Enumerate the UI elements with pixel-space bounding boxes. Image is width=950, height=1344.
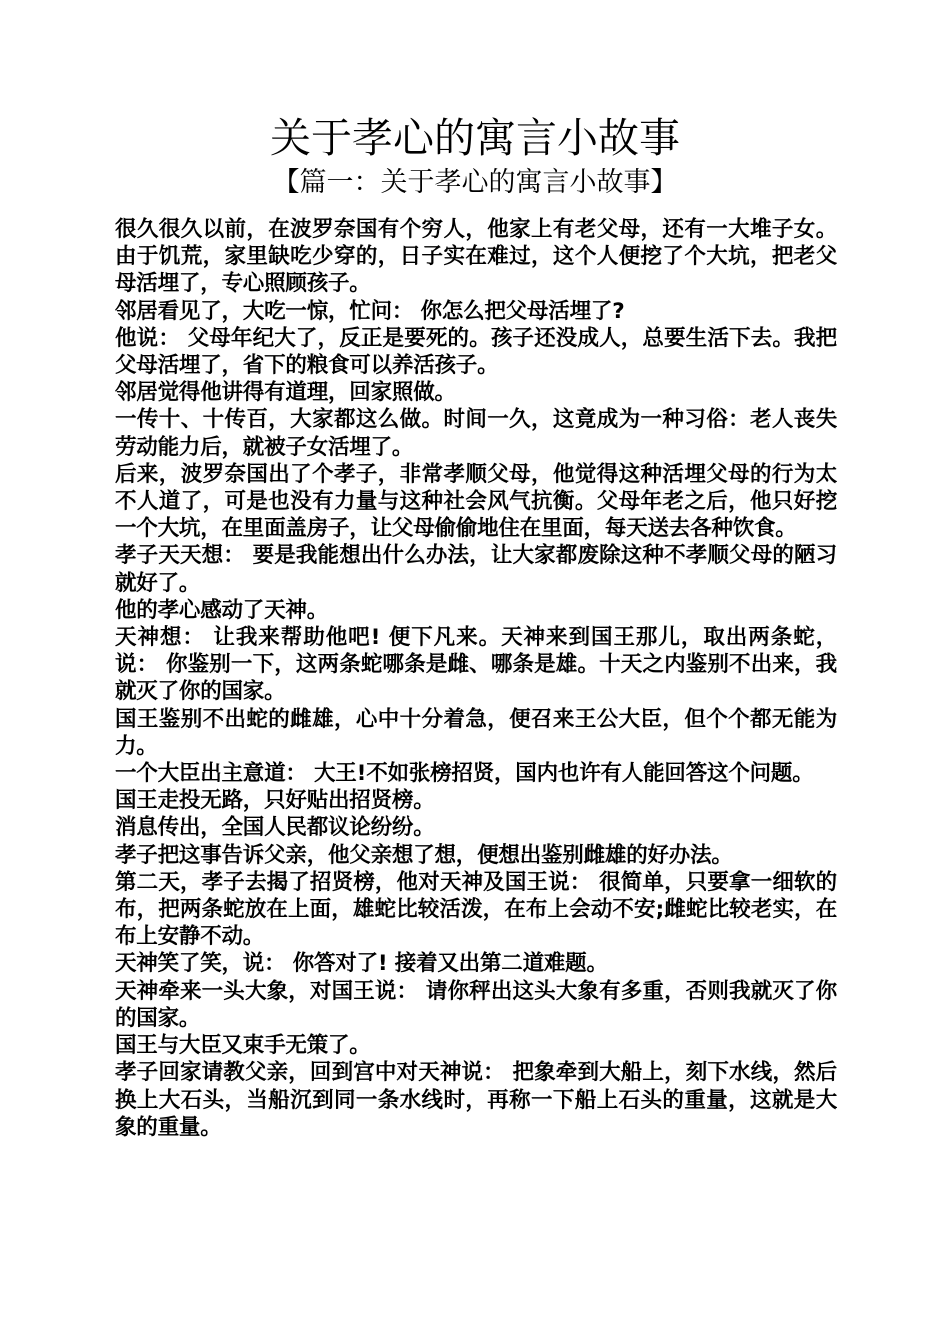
paragraph: 国王鉴别不出蛇的雌雄，心中十分着急，便召来王公大臣，但个个都无能为力。 <box>115 706 837 759</box>
paragraph: 第二天，孝子去揭了招贤榜，他对天神及国王说： 很简单，只要拿一细软的布，把两条蛇放在上面，雄蛇比较活泼，在布上会动不安;雌蛇比较老实，在布上安静不动。 <box>115 869 837 950</box>
document-title: 关于孝心的寓言小故事 <box>270 114 680 162</box>
paragraph: 孝子把这事告诉父亲，他父亲想了想，便想出鉴别雌雄的好办法。 <box>115 842 733 868</box>
paragraph: 后来，波罗奈国出了个孝子，非常孝顺父母，他觉得这种活埋父母的行为太不人道了，可是也没有力量与这种社会风气抗衡。父母年老之后，他只好挖一个大坑，在里面盖房子，让父母偷偷地住在里面，每天送去各种饮食。 <box>115 461 837 542</box>
paragraph: 天神笑了笑，说： 你答对了! 接着又出第二道难题。 <box>115 951 608 977</box>
paragraph: 国王与大臣又束手无策了。 <box>115 1033 371 1059</box>
paragraph: 他的孝心感动了天神。 <box>115 597 329 623</box>
paragraph: 一传十、十传百，大家都这么做。时间一久，这竟成为一种习俗：老人丧失劳动能力后，就被子女活埋了。 <box>115 407 837 460</box>
paragraph: 天神牵来一头大象，对国王说： 请你秤出这头大象有多重，否则我就灭了你的国家。 <box>115 978 837 1031</box>
paragraph: 他说： 父母年纪大了，反正是要死的。孩子还没成人，总要生活下去。我把父母活埋了，省下的粮食可以养活孩子。 <box>115 325 837 379</box>
paragraph: 邻居觉得他讲得有道理，回家照做。 <box>115 380 456 406</box>
document-subtitle: 【篇一：关于孝心的寓言小故事】 <box>272 167 678 198</box>
paragraph: 消息传出，全国人民都议论纷纷。 <box>115 815 435 841</box>
paragraph: 天神想： 让我来帮助他吧! 便下凡来。天神来到国王那儿，取出两条蛇，说： 你鉴别一下，这两条蛇哪条是雌、哪条是雄。十天之内鉴别不出来，我就灭了你的国家。 <box>115 625 837 705</box>
paragraph: 国王走投无路，只好贴出招贤榜。 <box>115 788 435 814</box>
paragraph: 很久很久以前，在波罗奈国有个穷人，他家上有老父母，还有一大堆子女。由于饥荒，家里缺吃少穿的，日子实在难过，这个人便挖了个大坑，把老父母活埋了，专心照顾孩子。 <box>115 217 837 297</box>
paragraph: 孝子回家请教父亲，回到宫中对天神说： 把象牵到大船上，刻下水线，然后换上大石头，当船沉到同一条水线时，再称一下船上石头的重量，这就是大象的重量。 <box>115 1060 837 1140</box>
document-body <box>115 216 837 1141</box>
paragraph: 孝子天天想： 要是我能想出什么办法，让大家都废除这种不孝顺父母的陋习就好了。 <box>115 543 837 596</box>
paragraph: 邻居看见了，大吃一惊，忙问： 你怎么把父母活埋了? <box>115 298 625 324</box>
paragraph: 一个大臣出主意道： 大王!不如张榜招贤，国内也许有人能回答这个问题。 <box>115 761 814 787</box>
